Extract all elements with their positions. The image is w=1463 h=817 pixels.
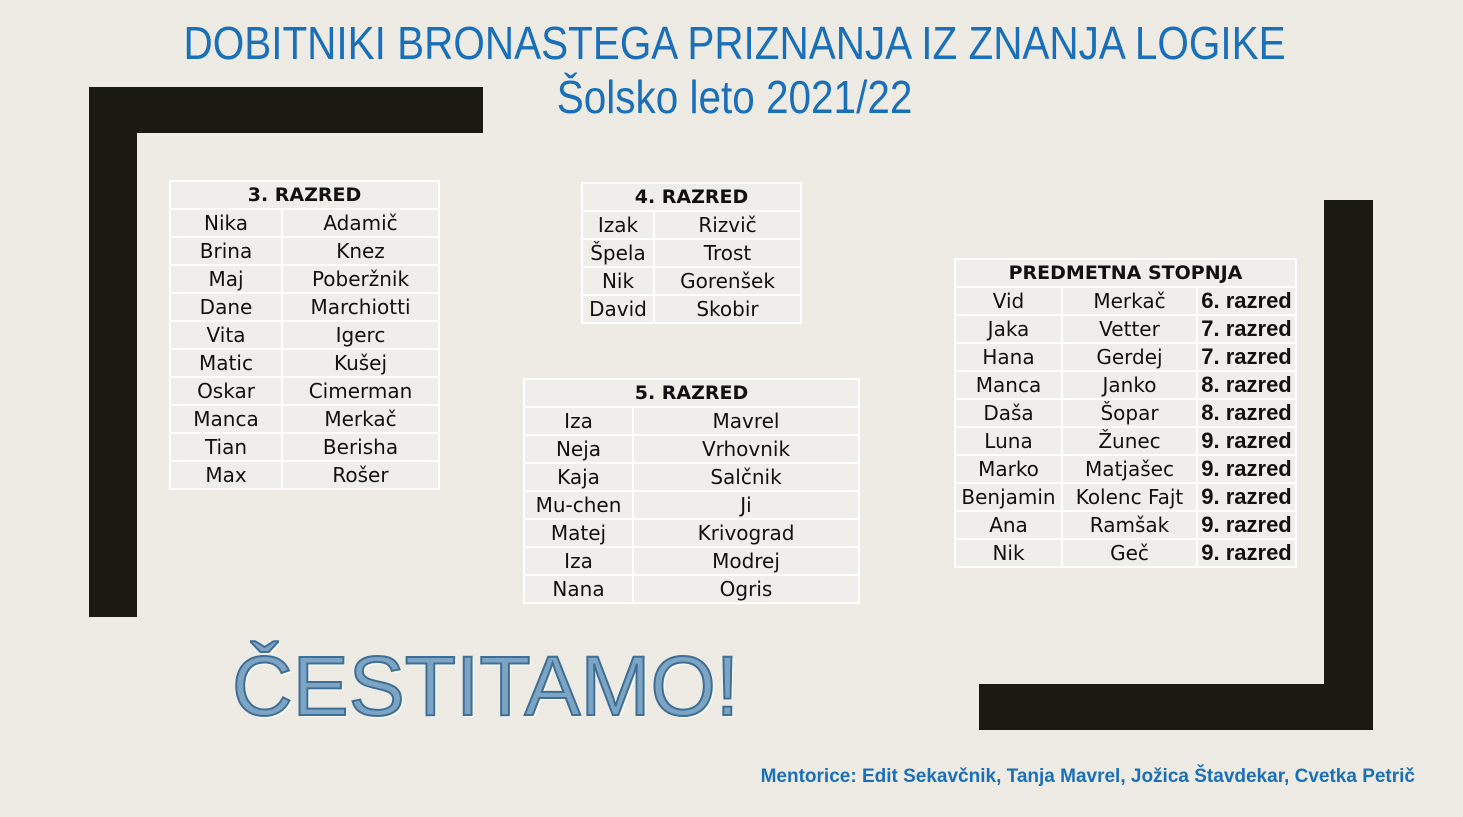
last-name-cell: Berisha: [282, 433, 439, 461]
last-name-cell: Janko: [1062, 371, 1197, 399]
table-row: [170, 265, 439, 293]
table-row: [955, 343, 1296, 371]
table-row: [955, 539, 1296, 567]
table-row: [524, 491, 859, 519]
first-name-cell: Izak: [582, 211, 654, 239]
last-name-cell: Ogris: [633, 575, 859, 603]
grade-3-table: [169, 180, 440, 490]
last-name-cell: Ramšak: [1062, 511, 1197, 539]
last-name-cell: Poberžnik: [282, 265, 439, 293]
frame-bottom-right-horizontal: [979, 684, 1373, 730]
table-row: [170, 293, 439, 321]
table-row: [955, 371, 1296, 399]
table-row: [170, 209, 439, 237]
table-row: [524, 407, 859, 435]
table-row: [170, 461, 439, 489]
last-name-cell: Žunec: [1062, 427, 1197, 455]
first-name-cell: Maj: [170, 265, 282, 293]
first-name-cell: Hana: [955, 343, 1062, 371]
first-name-cell: Vita: [170, 321, 282, 349]
table-row: [524, 435, 859, 463]
first-name-cell: Manca: [955, 371, 1062, 399]
grade-cell: 9. razred: [1197, 455, 1296, 483]
first-name-cell: Max: [170, 461, 282, 489]
table-row: [582, 211, 801, 239]
table-row: [955, 287, 1296, 315]
table-row: [170, 405, 439, 433]
grade-4-header: 4. RAZRED: [582, 183, 801, 211]
last-name-cell: Gorenšek: [654, 267, 801, 295]
table-row: [524, 547, 859, 575]
last-name-cell: Merkač: [282, 405, 439, 433]
first-name-cell: Matic: [170, 349, 282, 377]
last-name-cell: Skobir: [654, 295, 801, 323]
mentors-credit: Mentorice: Edit Sekavčnik, Tanja Mavrel, Jožica Štavdekar, Cvetka Petrič: [760, 766, 1415, 787]
last-name-cell: Modrej: [633, 547, 859, 575]
first-name-cell: Marko: [955, 455, 1062, 483]
first-name-cell: Jaka: [955, 315, 1062, 343]
first-name-cell: Mu-chen: [524, 491, 633, 519]
first-name-cell: Oskar: [170, 377, 282, 405]
grade-cell: 7. razred: [1197, 343, 1296, 371]
grade-4-table: [581, 182, 802, 324]
table-row: [955, 455, 1296, 483]
last-name-cell: Trost: [654, 239, 801, 267]
first-name-cell: Ana: [955, 511, 1062, 539]
table-row: [955, 315, 1296, 343]
congratulations-heading: ČESTITAMO!: [232, 639, 740, 733]
first-name-cell: Dane: [170, 293, 282, 321]
last-name-cell: Igerc: [282, 321, 439, 349]
subject-level-header: PREDMETNA STOPNJA: [955, 259, 1296, 287]
grade-cell: 8. razred: [1197, 371, 1296, 399]
grade-cell: 9. razred: [1197, 539, 1296, 567]
first-name-cell: Iza: [524, 547, 633, 575]
grade-cell: 9. razred: [1197, 511, 1296, 539]
first-name-cell: Matej: [524, 519, 633, 547]
first-name-cell: Tian: [170, 433, 282, 461]
grade-5-header: 5. RAZRED: [524, 379, 859, 407]
first-name-cell: David: [582, 295, 654, 323]
last-name-cell: Gerdej: [1062, 343, 1197, 371]
table-row: [524, 575, 859, 603]
last-name-cell: Kušej: [282, 349, 439, 377]
first-name-cell: Daša: [955, 399, 1062, 427]
table-row: [582, 239, 801, 267]
first-name-cell: Kaja: [524, 463, 633, 491]
last-name-cell: Marchiotti: [282, 293, 439, 321]
last-name-cell: Rošer: [282, 461, 439, 489]
first-name-cell: Špela: [582, 239, 654, 267]
last-name-cell: Kolenc Fajt: [1062, 483, 1197, 511]
last-name-cell: Ji: [633, 491, 859, 519]
table-row: [955, 399, 1296, 427]
last-name-cell: Šopar: [1062, 399, 1197, 427]
last-name-cell: Vetter: [1062, 315, 1197, 343]
grade-cell: 9. razred: [1197, 427, 1296, 455]
table-row: [170, 237, 439, 265]
grade-cell: 8. razred: [1197, 399, 1296, 427]
grade-cell: 9. razred: [1197, 483, 1296, 511]
table-row: [524, 519, 859, 547]
table-row: [582, 267, 801, 295]
last-name-cell: Mavrel: [633, 407, 859, 435]
frame-bottom-right-vertical: [1324, 200, 1373, 730]
first-name-cell: Iza: [524, 407, 633, 435]
first-name-cell: Benjamin: [955, 483, 1062, 511]
table-row: [170, 433, 439, 461]
table-row: [955, 483, 1296, 511]
first-name-cell: Nana: [524, 575, 633, 603]
grade-cell: 7. razred: [1197, 315, 1296, 343]
last-name-cell: Adamič: [282, 209, 439, 237]
last-name-cell: Knez: [282, 237, 439, 265]
table-row: [170, 377, 439, 405]
frame-top-left-vertical: [89, 87, 137, 617]
table-row: [955, 427, 1296, 455]
subject-level-table: [954, 258, 1297, 568]
grade-3-header: 3. RAZRED: [170, 181, 439, 209]
first-name-cell: Vid: [955, 287, 1062, 315]
first-name-cell: Nik: [955, 539, 1062, 567]
last-name-cell: Cimerman: [282, 377, 439, 405]
title-line-1: DOBITNIKI BRONASTEGA PRIZNANJA IZ ZNANJA LOGIKE: [183, 17, 1286, 69]
first-name-cell: Neja: [524, 435, 633, 463]
last-name-cell: Geč: [1062, 539, 1197, 567]
title-line-2: Šolsko leto 2021/22: [556, 71, 913, 123]
first-name-cell: Nika: [170, 209, 282, 237]
table-row: [170, 349, 439, 377]
last-name-cell: Vrhovnik: [633, 435, 859, 463]
first-name-cell: Brina: [170, 237, 282, 265]
last-name-cell: Krivograd: [633, 519, 859, 547]
frame-top-left-horizontal: [89, 87, 483, 133]
last-name-cell: Rizvič: [654, 211, 801, 239]
grade-cell: 6. razred: [1197, 287, 1296, 315]
first-name-cell: Manca: [170, 405, 282, 433]
table-row: [955, 511, 1296, 539]
first-name-cell: Luna: [955, 427, 1062, 455]
table-row: [582, 295, 801, 323]
last-name-cell: Merkač: [1062, 287, 1197, 315]
grade-5-table: [523, 378, 860, 604]
table-row: [524, 463, 859, 491]
first-name-cell: Nik: [582, 267, 654, 295]
table-row: [170, 321, 439, 349]
last-name-cell: Salčnik: [633, 463, 859, 491]
last-name-cell: Matjašec: [1062, 455, 1197, 483]
